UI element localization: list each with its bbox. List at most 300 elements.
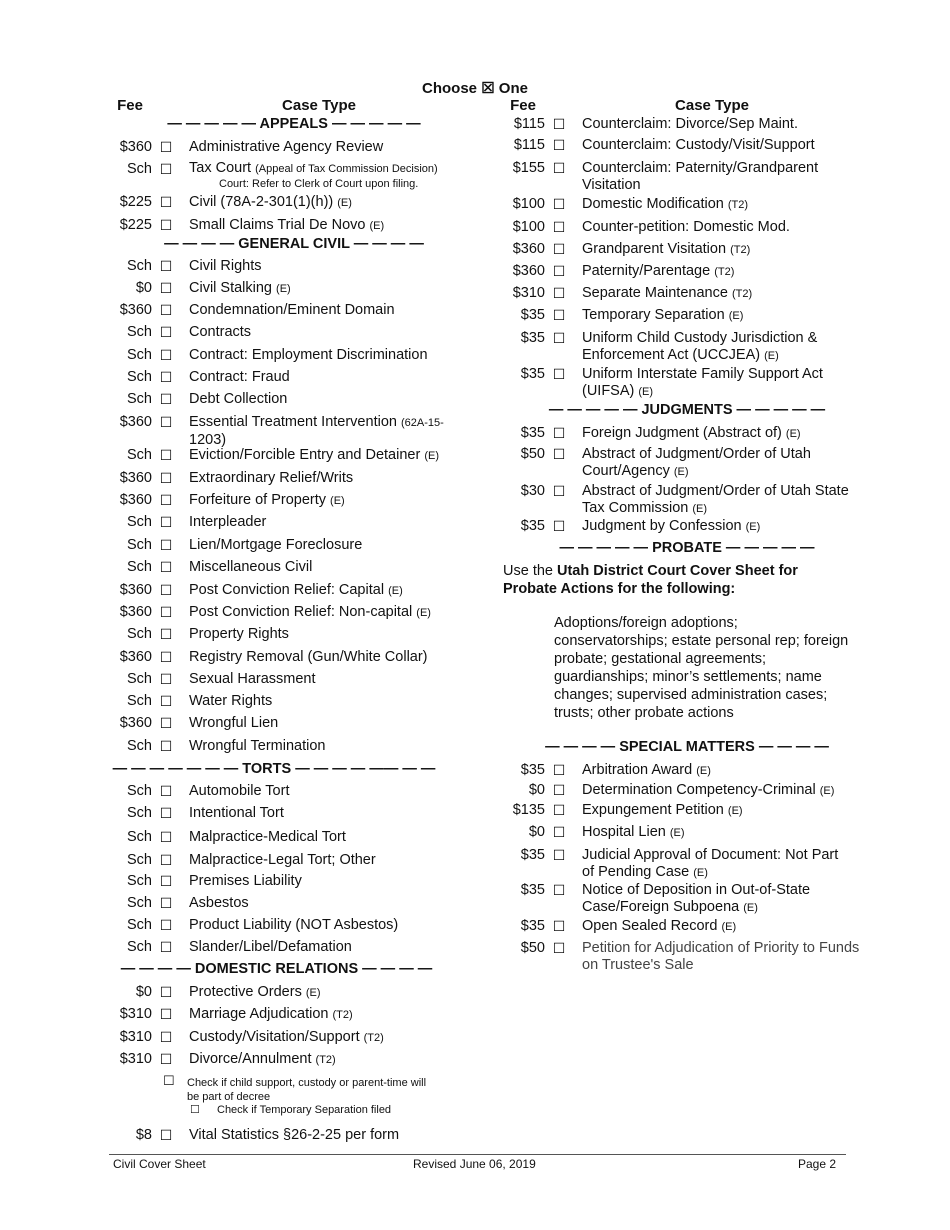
case-checkbox[interactable]: ☐ [552,137,566,153]
case-type-label [582,116,874,133]
case-type-text-line2: 1203) [189,432,227,448]
section-general-civil: — — — — GENERAL CIVIL — — — — [164,236,424,252]
case-tag: (E) [692,503,708,515]
case-checkbox[interactable]: ☐ [159,873,173,889]
fee-amount: Sch [127,258,152,274]
case-type-text-line2: (UIFSA) [582,383,635,399]
fee-amount: $155 [512,160,545,176]
fee-amount: $35 [520,307,545,323]
fee-amount: $35 [520,762,545,778]
case-tag: (E) [819,785,835,797]
case-type-label [189,671,481,688]
case-tag: (E) [721,921,737,933]
case-type-text: Vital Statistics §26-2-25 per form [189,1127,400,1143]
case-checkbox[interactable]: ☐ [159,604,173,620]
case-checkbox[interactable]: ☐ [159,805,173,821]
case-type-text: Counterclaim: Divorce/Sep Maint. [582,116,798,132]
case-type-text: Counterclaim: Custody/Visit/Support [582,137,815,153]
case-type-label [582,366,874,401]
case-type-text: Counter-petition: Domestic Mod. [582,219,790,235]
case-type-text: Civil (78A-2-301(1)(h)) [189,194,334,210]
case-note-2: Court: Refer to Clerk of Court upon filing. [219,178,419,190]
case-checkbox[interactable]: ☐ [159,414,173,430]
case-checkbox[interactable]: ☐ [159,217,173,233]
case-checkbox[interactable]: ☐ [159,470,173,486]
section-special-matters: — — — — SPECIAL MATTERS — — — — [545,739,829,755]
case-tag: (E) [638,386,654,398]
case-type-label [189,347,481,364]
case-checkbox[interactable]: ☐ [552,263,566,279]
section-appeals: — — — — — APPEALS — — — — — [167,116,421,132]
probate-instructions [503,562,873,598]
case-type-text: Wrongful Termination [189,738,326,754]
case-type-label [582,802,874,820]
case-type-label [189,649,481,666]
case-type-text: Contract: Employment Discrimination [189,347,428,363]
case-checkbox[interactable]: ☐ [159,139,173,155]
case-type-label [582,285,874,303]
case-type-text: Administrative Agency Review [189,139,384,155]
case-type-label [582,330,874,365]
case-tag: (T2) [714,266,735,278]
case-type-label [189,302,481,319]
case-checkbox[interactable]: ☐ [159,693,173,709]
section-judgments: — — — — — JUDGMENTS — — — — — [548,402,826,418]
case-checkbox[interactable]: ☐ [159,514,173,530]
case-type-header: Case Type [675,97,749,114]
fee-amount: $8 [135,1127,152,1143]
case-type-text: Abstract of Judgment/Order of Utah [582,446,811,462]
probate-action-list [554,614,879,722]
fee-amount: $35 [520,847,545,863]
case-checkbox[interactable]: ☐ [159,347,173,363]
child-support-text [187,1076,487,1104]
case-type-text: Paternity/Parentage [582,263,711,279]
case-checkbox[interactable]: ☐ [552,782,566,798]
fee-amount: $35 [520,330,545,346]
fee-amount: $225 [119,217,152,233]
case-checkbox[interactable]: ☐ [552,882,566,898]
case-checkbox[interactable]: ☐ [159,369,173,385]
case-checkbox[interactable]: ☐ [552,425,566,441]
case-type-text: Condemnation/Eminent Domain [189,302,395,318]
case-checkbox[interactable]: ☐ [159,447,173,463]
probate-list-line: changes; supervised administration cases; [554,687,828,703]
right-header [497,97,877,115]
case-checkbox[interactable]: ☐ [159,783,173,799]
case-tag: (E) [745,521,761,533]
fee-amount: Sch [127,783,152,799]
case-type-text: Essential Treatment Intervention [189,414,397,430]
case-type-text: Eviction/Forcible Entry and Detainer [189,447,421,463]
case-type-label [582,425,874,443]
case-tag: (62A-15- [400,417,444,429]
case-type-text: Abstract of Judgment/Order of Utah State [582,483,849,499]
case-type-text: Uniform Child Custody Jurisdiction & [582,330,818,346]
probate-list-line: conservatorships; estate personal rep; foreign [554,633,849,649]
case-type-text-line2: of Pending Case [582,864,690,880]
case-type-text: Small Claims Trial De Novo [189,217,366,233]
case-type-label [189,873,481,890]
case-type-label [189,1029,481,1047]
case-type-label [189,391,481,408]
case-checkbox[interactable]: ☐ [552,446,566,462]
case-type-text: Interpleader [189,514,267,530]
case-type-text-line2: Enforcement Act (UCCJEA) [582,347,761,363]
fee-amount: $310 [119,1051,152,1067]
case-checkbox[interactable]: ☐ [159,280,173,296]
fee-amount: Sch [127,559,152,575]
case-type-label [189,829,481,846]
probate-list-line: Adoptions/foreign adoptions; [554,615,738,631]
case-checkbox[interactable]: ☐ [159,161,173,177]
case-checkbox[interactable]: ☐ [552,762,566,778]
case-checkbox[interactable]: ☐ [159,738,173,754]
temp-separation-text: Check if Temporary Separation filed [217,1104,392,1116]
case-type-label [582,940,874,974]
case-tag: (E) [369,220,385,232]
case-tag: (E) [728,310,744,322]
case-type-label [582,518,874,536]
case-checkbox[interactable]: ☐ [159,649,173,665]
case-checkbox[interactable]: ☐ [552,847,566,863]
case-checkbox[interactable]: ☐ [159,302,173,318]
child-support-line1: Check if child support, custody or parent-time will [187,1077,427,1089]
case-type-text: Slander/Libel/Defamation [189,939,352,955]
case-type-label [582,918,874,936]
fee-amount: $0 [528,782,545,798]
case-checkbox[interactable]: ☐ [552,483,566,499]
case-tag: (E) [727,805,743,817]
case-checkbox[interactable]: ☐ [159,1127,173,1143]
case-type-label [582,824,874,842]
case-tag: (E) [276,283,291,295]
footer-rule [109,1154,846,1155]
fee-amount: Sch [127,391,152,407]
case-type-label [189,161,481,191]
case-type-label [189,1127,481,1144]
case-type-text: Malpractice-Legal Tort; Other [189,852,376,868]
case-type-text: Registry Removal (Gun/White Collar) [189,649,428,665]
fee-amount: $360 [119,604,152,620]
case-checkbox[interactable]: ☐ [159,671,173,687]
fee-amount: Sch [127,369,152,385]
fee-amount: Sch [127,895,152,911]
case-type-label [189,582,481,600]
case-checkbox[interactable]: ☐ [159,1029,173,1045]
case-type-label [582,307,874,325]
case-tag: (E) [764,350,779,362]
case-type-text: Lien/Mortgage Foreclosure [189,537,363,553]
case-checkbox[interactable]: ☐ [159,984,173,1000]
case-tag: (T2) [727,199,749,211]
case-type-text: Notice of Deposition in Out-of-State [582,882,811,898]
case-checkbox[interactable]: ☐ [159,258,173,274]
fee-amount: Sch [127,939,152,955]
fee-amount: Sch [127,829,152,845]
case-type-label [582,782,874,800]
fee-amount: $30 [520,483,545,499]
case-type-label [189,559,481,576]
case-type-label [189,738,481,755]
case-type-label [582,762,874,780]
fee-header: Fee [117,97,143,114]
case-type-text: Intentional Tort [189,805,284,821]
case-type-label [189,1051,481,1069]
fee-amount: $35 [520,425,545,441]
fee-amount: $310 [119,1006,152,1022]
section-probate: — — — — — PROBATE — — — — — [559,540,815,556]
case-checkbox[interactable]: ☐ [159,895,173,911]
case-type-text: Civil Rights [189,258,262,274]
temp-separation-checkbox[interactable]: ☐ [190,1104,200,1116]
case-checkbox[interactable]: ☐ [552,802,566,818]
case-type-label [582,847,874,882]
fee-amount: $50 [520,940,545,956]
fee-amount: $310 [119,1029,152,1045]
case-checkbox[interactable]: ☐ [159,829,173,845]
case-checkbox[interactable]: ☐ [552,241,566,257]
case-type-label [189,805,481,822]
fee-amount: $115 [513,137,545,153]
case-type-text: Temporary Separation [582,307,725,323]
case-checkbox[interactable]: ☐ [159,324,173,340]
case-tag: (E) [424,450,440,462]
fee-amount: $360 [119,715,152,731]
case-type-text: Premises Liability [189,873,302,889]
case-type-label [189,280,481,298]
footer-left: Civil Cover Sheet [113,1157,206,1171]
case-type-label [582,160,874,194]
case-type-label [189,258,481,275]
case-type-text: Contract: Fraud [189,369,290,385]
case-checkbox[interactable]: ☐ [159,939,173,955]
fee-amount: $360 [119,302,152,318]
case-type-label [189,369,481,386]
case-type-text: Arbitration Award [582,762,693,778]
case-type-label [189,492,481,510]
case-type-text: Tax Court [189,160,252,176]
case-tag: (E) [416,607,431,619]
footer-right: Page 2 [798,1157,837,1171]
case-type-header: Case Type [282,97,356,114]
fee-amount: $0 [135,984,152,1000]
case-checkbox[interactable]: ☐ [552,518,566,534]
case-type-text: Grandparent Visitation [582,241,727,257]
case-type-text: Foreign Judgment (Abstract of) [582,425,782,441]
case-checkbox[interactable]: ☐ [552,307,566,323]
child-support-checkbox[interactable]: ☐ [163,1073,175,1088]
fee-amount: $360 [512,263,545,279]
case-type-text: Petition for Adjudication of Priority to Funds [582,940,860,956]
case-type-text: Extraordinary Relief/Writs [189,470,354,486]
case-type-text: Domestic Modification [582,196,724,212]
case-type-text: Wrongful Lien [189,715,279,731]
case-type-text: Automobile Tort [189,783,290,799]
fee-amount: $115 [513,116,545,132]
fee-amount: $360 [119,649,152,665]
case-type-label [189,537,481,554]
case-type-text: Sexual Harassment [189,671,316,687]
case-checkbox[interactable]: ☐ [159,852,173,868]
case-type-text: Asbestos [189,895,249,911]
case-tag: (E) [696,765,711,777]
case-type-label [189,693,481,710]
case-checkbox[interactable]: ☐ [552,918,566,934]
fee-amount: Sch [127,852,152,868]
fee-amount: $360 [119,470,152,486]
case-type-label [189,470,481,487]
case-checkbox[interactable]: ☐ [159,194,173,210]
case-checkbox[interactable]: ☐ [159,391,173,407]
case-checkbox[interactable]: ☐ [159,582,173,598]
case-checkbox[interactable]: ☐ [552,196,566,212]
case-tag: (E) [337,197,352,209]
case-tag: (E) [693,867,708,879]
case-tag: (E) [785,428,801,440]
case-type-label [582,483,874,518]
fee-amount: $35 [520,518,545,534]
case-checkbox[interactable]: ☐ [159,917,173,933]
case-type-text-line2: on Trustee's Sale [582,957,694,973]
probate-list-line: guardianships; minor’s settlements; name [554,669,822,685]
case-checkbox[interactable]: ☐ [552,330,566,346]
case-checkbox[interactable]: ☐ [159,1051,173,1067]
fee-amount: $0 [135,280,152,296]
case-tag: (E) [330,495,345,507]
case-checkbox[interactable]: ☐ [552,285,566,301]
fee-amount: Sch [127,161,152,177]
fee-amount: Sch [127,626,152,642]
case-checkbox[interactable]: ☐ [159,626,173,642]
case-type-text: Open Sealed Record [582,918,718,934]
case-type-text: Debt Collection [189,391,288,407]
case-type-text: Uniform Interstate Family Support Act [582,366,823,382]
case-type-text: Protective Orders [189,984,302,1000]
fee-amount: $360 [119,414,152,430]
probate-list-line: trusts; other probate actions [554,705,734,721]
case-tag: (T2) [731,288,753,300]
case-note: (Appeal of Tax Commission Decision) [255,163,438,175]
fee-amount: $360 [119,139,152,155]
fee-amount: Sch [127,447,152,463]
case-tag: (E) [673,466,689,478]
fee-amount: Sch [127,738,152,754]
case-type-label [189,626,481,643]
fee-amount: Sch [127,693,152,709]
case-type-label [189,447,481,465]
case-type-label [582,219,874,236]
probate-list-line: probate; gestational agreements; [554,651,766,667]
case-type-label [582,263,874,281]
case-type-label [582,241,874,259]
case-tag: (T2) [363,1032,384,1044]
case-type-label [189,895,481,912]
case-type-text: Post Conviction Relief: Capital [189,582,385,598]
section-torts: — — — — — — — TORTS — — — — —— — — [112,761,436,777]
case-type-text: Post Conviction Relief: Non-capital [189,604,413,620]
case-tag: (E) [669,827,685,839]
case-type-label [582,882,874,917]
case-tag: (T2) [730,244,751,256]
case-type-label [189,414,481,449]
case-type-text: Separate Maintenance [582,285,728,301]
case-type-text: Miscellaneous Civil [189,559,313,575]
case-type-label [189,217,481,235]
case-checkbox[interactable]: ☐ [159,537,173,553]
fee-header: Fee [510,97,536,114]
child-support-line2: be part of decree [187,1091,271,1103]
case-checkbox[interactable]: ☐ [552,366,566,382]
case-checkbox[interactable]: ☐ [552,219,566,235]
left-header [104,97,484,115]
footer-center: Revised June 06, 2019 [413,1157,536,1171]
case-checkbox[interactable]: ☐ [159,492,173,508]
case-type-label [189,139,481,156]
right-column [497,97,877,973]
probate-lead-bold-2: Probate Actions for the following: [503,581,736,597]
case-type-label [189,984,481,1002]
probate-lead-bold: Utah District Court Cover Sheet for [557,563,798,579]
fee-amount: $360 [512,241,545,257]
case-tag: (T2) [315,1054,336,1066]
case-checkbox[interactable]: ☐ [159,715,173,731]
case-type-text: Counterclaim: Paternity/Grandparent [582,160,819,176]
case-type-label [189,715,481,732]
case-type-label [189,1006,481,1024]
case-checkbox[interactable]: ☐ [552,940,566,956]
case-type-label [189,604,481,622]
case-checkbox[interactable]: ☐ [159,559,173,575]
case-tag: (E) [743,902,758,914]
case-type-text: Contracts [189,324,252,340]
case-checkbox[interactable]: ☐ [552,160,566,176]
fee-amount: $35 [520,882,545,898]
case-type-label [189,194,481,212]
fee-amount: Sch [127,671,152,687]
case-type-text: Forfeiture of Property [189,492,326,508]
case-tag: (E) [305,987,321,999]
case-checkbox[interactable]: ☐ [552,116,566,132]
case-type-text: Judicial Approval of Document: Not Part [582,847,839,863]
case-type-text: Property Rights [189,626,289,642]
case-type-text: Determination Competency-Criminal [582,782,816,798]
case-type-text: Product Liability (NOT Asbestos) [189,917,399,933]
case-checkbox[interactable]: ☐ [159,1006,173,1022]
case-type-text-line2: Court/Agency [582,463,670,479]
case-type-text-line2: Case/Foreign Subpoena [582,899,740,915]
case-type-label [582,446,874,481]
case-checkbox[interactable]: ☐ [552,824,566,840]
fee-amount: Sch [127,324,152,340]
case-type-label [189,324,481,341]
fee-amount: $35 [520,918,545,934]
fee-amount: Sch [127,347,152,363]
fee-amount: Sch [127,917,152,933]
section-domestic-relations: — — — — DOMESTIC RELATIONS — — — — [120,961,433,977]
case-type-label [189,783,481,800]
case-tag: (E) [388,585,403,597]
fee-amount: $35 [520,366,545,382]
case-type-label [189,514,481,531]
fee-amount: $100 [512,219,545,235]
case-tag: (T2) [332,1009,353,1021]
fee-amount: $0 [528,824,545,840]
case-type-text: Civil Stalking [189,280,272,296]
case-type-label [189,917,481,934]
fee-amount: $360 [119,582,152,598]
fee-amount: $100 [512,196,545,212]
